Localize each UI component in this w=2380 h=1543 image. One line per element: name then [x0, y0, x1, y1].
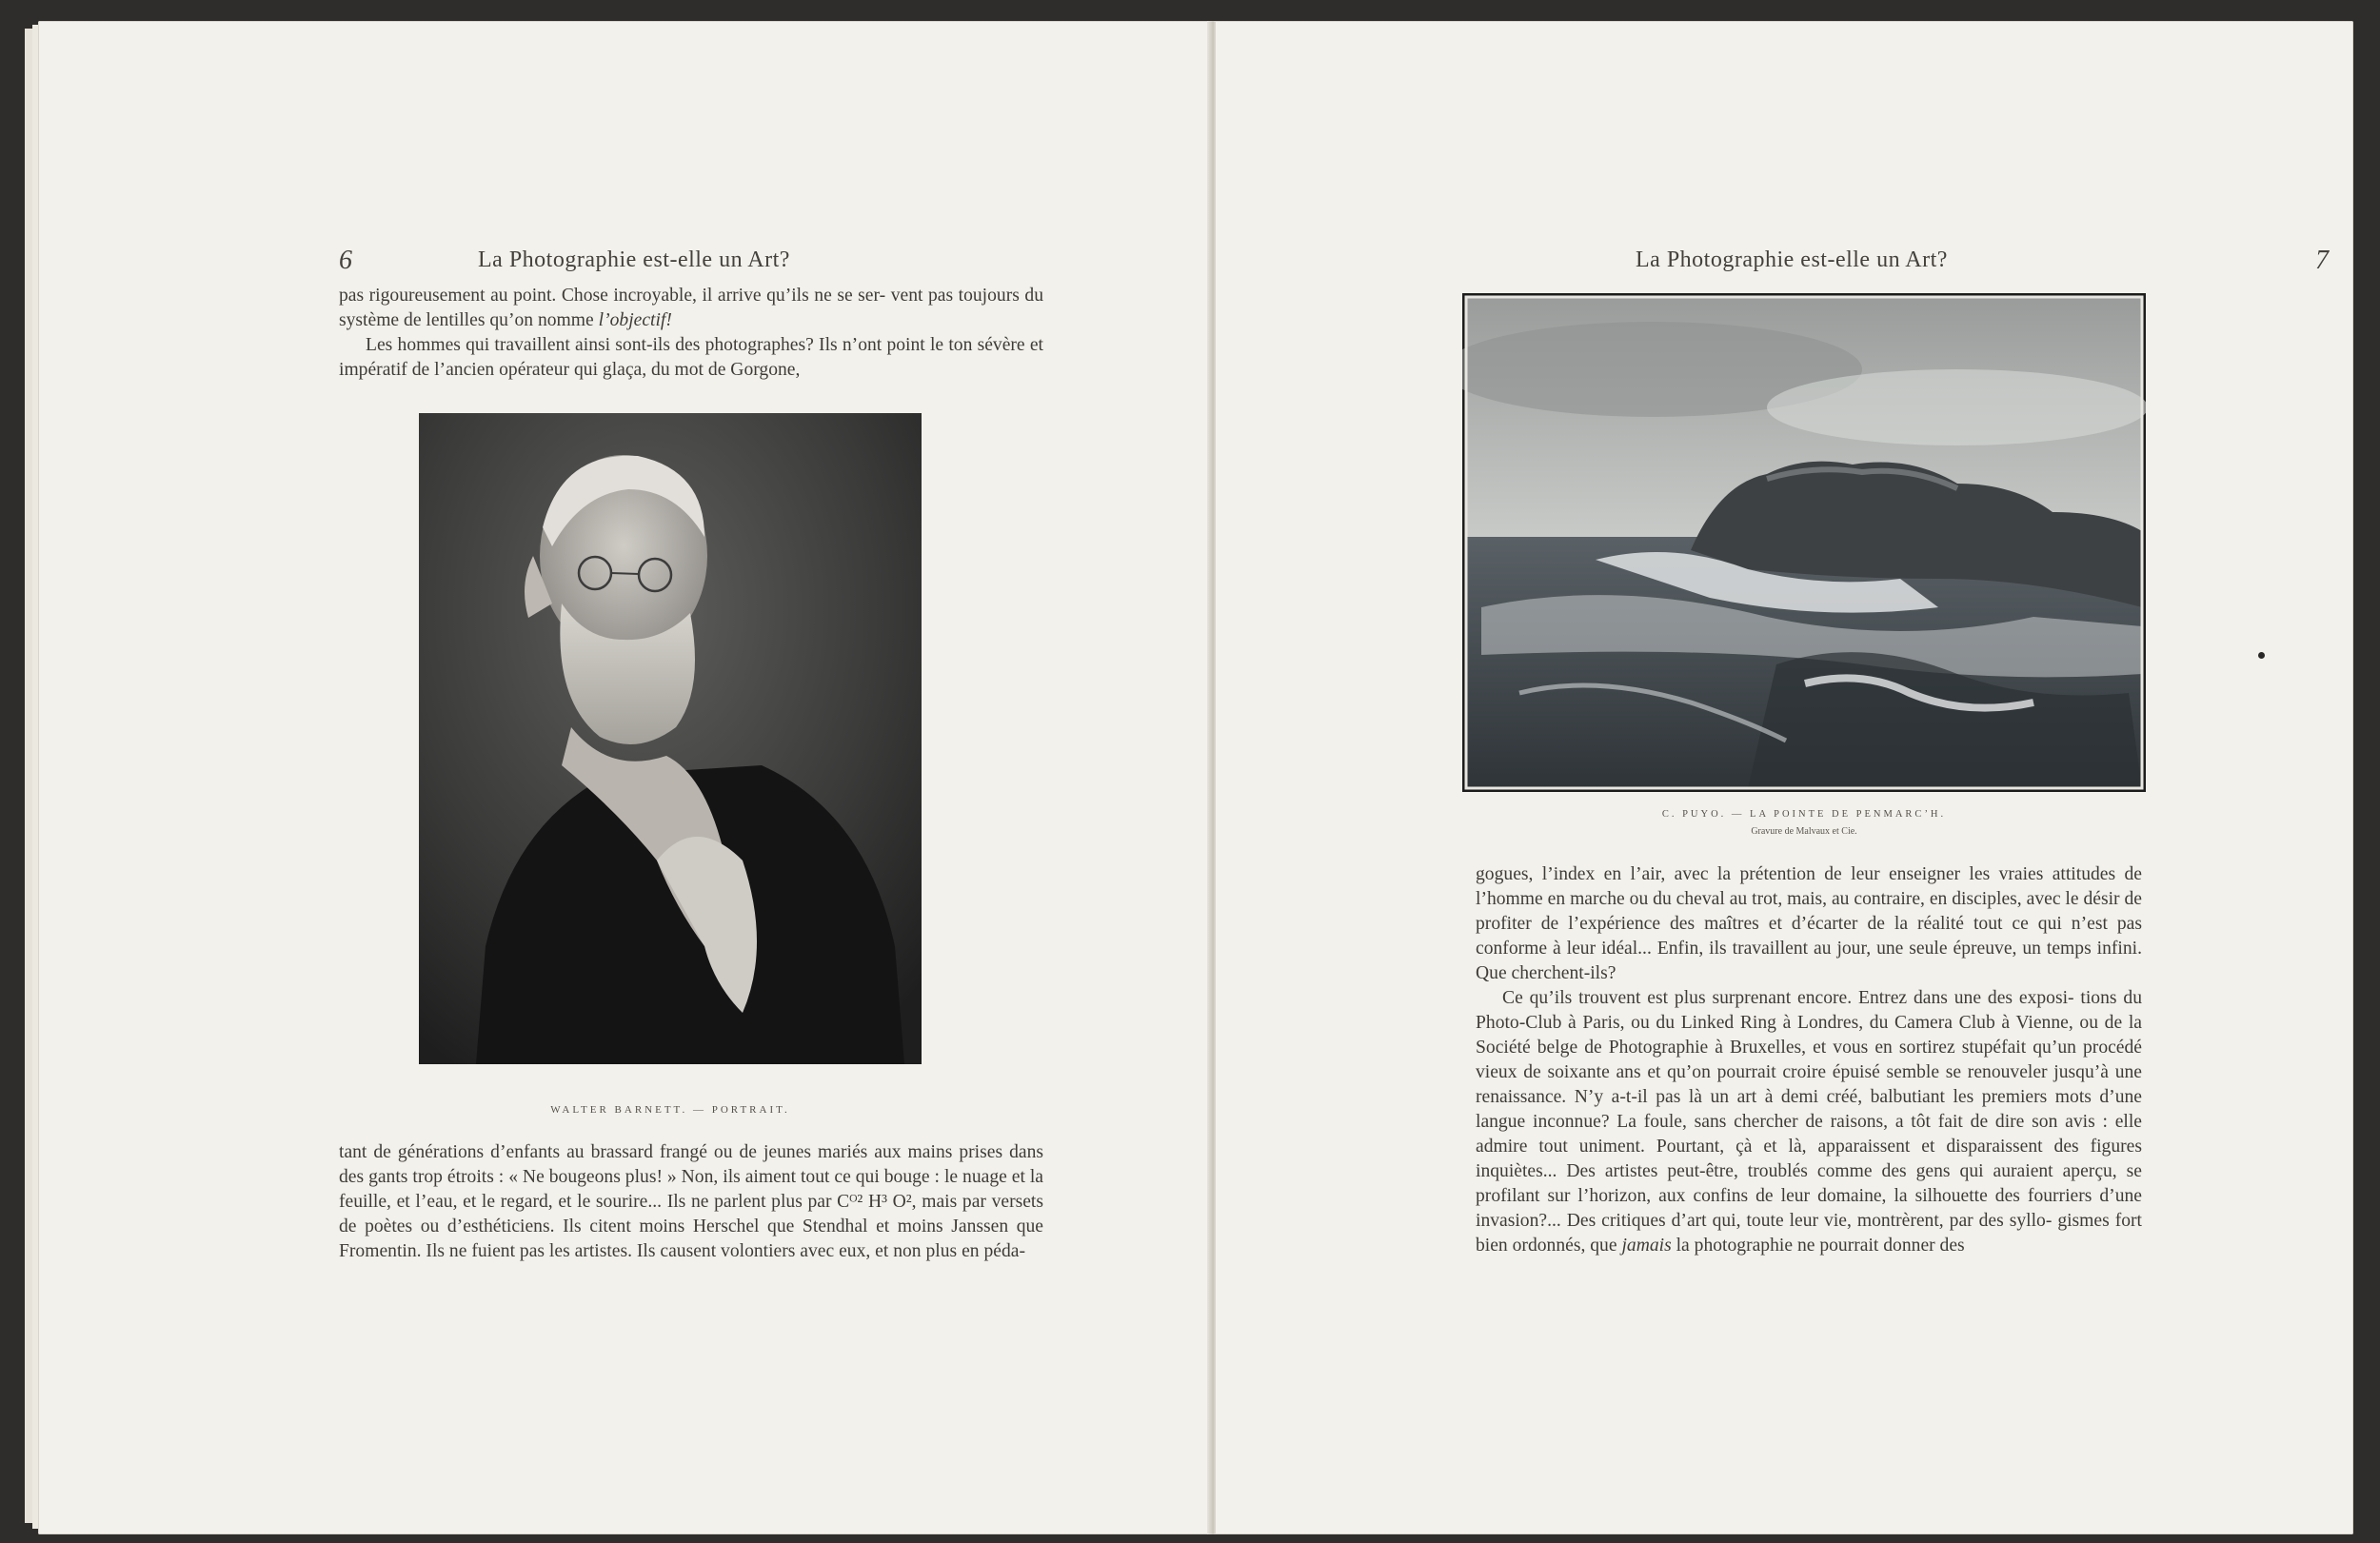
- running-head: La Photographie est-elle un Art?: [1636, 247, 1948, 272]
- binding-mark: [2258, 652, 2265, 659]
- engraving-credit: Gravure de Malvaux et Cie.: [1751, 826, 1857, 837]
- text-block-bottom: [339, 1140, 1043, 1264]
- left-page: [38, 21, 1213, 1534]
- portrait-photo-plate: [419, 413, 922, 1064]
- text-block: [1476, 862, 2142, 1258]
- seascape-photo-plate: [1462, 293, 2146, 792]
- text-block-top: [339, 284, 1043, 383]
- portrait-caption: WALTER BARNETT. — PORTRAIT.: [550, 1104, 790, 1116]
- paragraph: tant de générations d’enfants au brassard frangé ou de jeunes mariés aux mains prises dans des gants trop étroits : « Ne bougeons plus! » Non, ils aiment tout ce qui bouge : le nuage et la feuille, et l’eau, et le regard, et le sourire... Ils ne parlent plus par Cᴼ² H³ O², mais par versets de poètes ou d’esthéticiens. Ils citent moins Herschel que Stendhal et moins Janssen que Fromentin. Ils ne fuient pas les artistes. Ils causent volontiers avec eux, et non plus en péda-: [339, 1142, 1043, 1261]
- paragraph: Ce qu’ils trouvent est plus surprenant encore. Entrez dans une des exposi- tions du Photo-Club à Paris, ou du Linked Ring à Londres, du Camera Club à Vienne, ou de la Société belge de Photographie à Bruxelles, et vous en sortirez stupéfait qu’un procédé vieux de soixante ans et qu’on pourrait croire épuisé semble se renouveler jusqu’à une renaissance. N’y a-t-il pas là un art à demi créé, balbutiant les premiers mots d’une langue inconnue? La foule, sans chercher de raisons, a tôt fait de dire son avis : elle admire tout uniment. Pourtant, çà et là, apparaissent et disparaissent des figures inquiètes... Des artistes peut-être, troublés comme des gens qui auraient aperçu, se profilant sur l’horizon, aux confins de leur domaine, la silhouette des fourriers d’une invasion?... Des critiques d’art qui, toute leur vie, montrèrent, par des syllo- gismes fort bien ordonnés, que jamais la photographie ne pourrait donner des: [1476, 988, 2142, 1256]
- running-head: La Photographie est-elle un Art?: [478, 247, 790, 272]
- page-number: 7: [2315, 246, 2329, 275]
- right-page: [1215, 21, 2353, 1534]
- paragraph: gogues, l’index en l’air, avec la prétention de leur enseigner les vraies attitudes de l’homme en marche ou du cheval au trot, mais, au contraire, en disciples, avec le désir de profiter de l’expérience des maîtres et d’écarter de la réalité tout ce qui n’est pas conforme à leur idéal... Enfin, ils travaillent au jour, une seule épreuve, un temps infini. Que cherchent-ils?: [1476, 864, 2142, 983]
- seascape-caption: C. PUYO. — LA POINTE DE PENMARC’H.: [1661, 809, 1947, 820]
- open-book: [38, 21, 2353, 1534]
- paragraph: Les hommes qui travaillent ainsi sont-ils des photographes? Ils n’ont point le ton sévère et impératif de l’ancien opérateur qui glaça, du mot de Gorgone,: [339, 335, 1043, 380]
- page-number: 6: [339, 246, 352, 275]
- paragraph: pas rigoureusement au point. Chose incroyable, il arrive qu’ils ne se ser- vent pas toujours du système de lentilles qu’on nomme l’objectif!: [339, 286, 1043, 330]
